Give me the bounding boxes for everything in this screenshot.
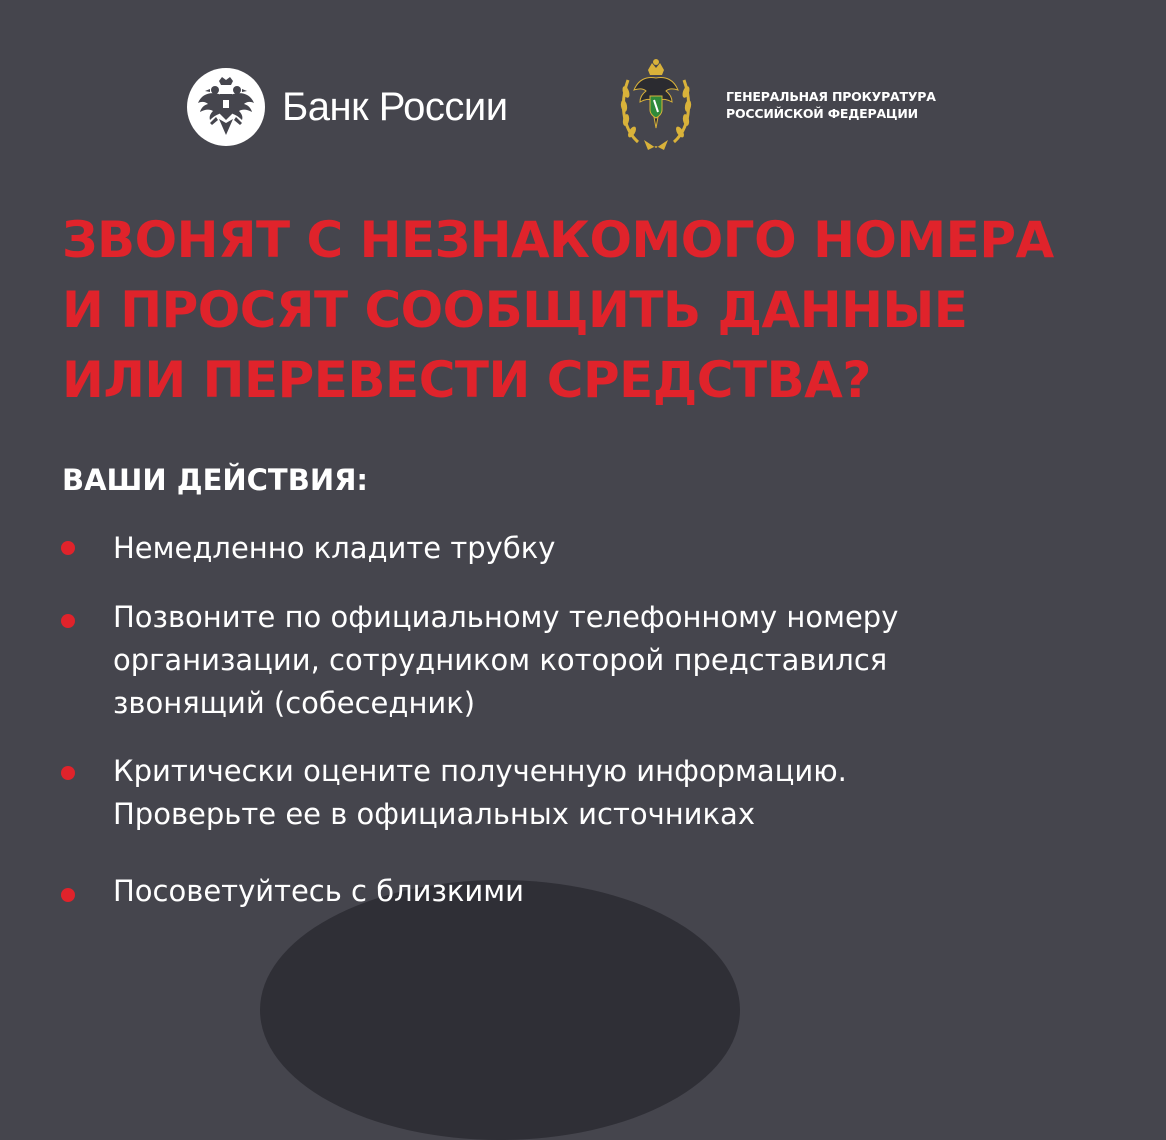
headline-line3: ИЛИ ПЕРЕВЕСТИ СРЕДСТВА? [62,351,871,409]
action-line: Позвоните по официальному телефонному номеру [113,600,899,634]
action-text [113,596,898,725]
prosecutor-name-line1: ГЕНЕРАЛЬНАЯ ПРОКУРАТУРА [726,89,936,104]
action-line: Посоветуйтесь с близкими [113,874,524,908]
bullet-icon [61,766,75,780]
bank-name: Банк России [282,85,508,129]
action-line: Критически оцените полученную информацию. [113,754,847,788]
bullet-icon [61,888,75,902]
double-headed-eagle-icon [186,67,266,147]
bank-of-russia-logo [186,67,508,147]
action-text [113,527,555,570]
action-line: организации, сотрудником которой представился [113,643,888,677]
action-text [113,750,847,836]
headline [62,205,1054,415]
headline-line1: ЗВОНЯТ С НЕЗНАКОМОГО НОМЕРА [62,211,1054,269]
prosecutor-emblem-icon [618,58,694,152]
bullet-icon [61,541,75,555]
action-line: Немедленно кладите трубку [113,531,556,565]
prosecutor-office-logo [618,58,936,152]
bullet-icon [61,614,75,628]
headline-line2: И ПРОСЯТ СООБЩИТЬ ДАННЫЕ [62,281,968,339]
prosecutor-office-name [726,88,936,122]
prosecutor-name-line2: РОССИЙСКОЙ ФЕДЕРАЦИИ [726,106,918,121]
actions-title: ВАШИ ДЕЙСТВИЯ: [62,463,369,497]
action-line: звонящий (собеседник) [113,686,476,720]
action-text [113,870,524,913]
decorative-arc [260,880,740,1140]
action-line: Проверьте ее в официальных источниках [113,797,755,831]
